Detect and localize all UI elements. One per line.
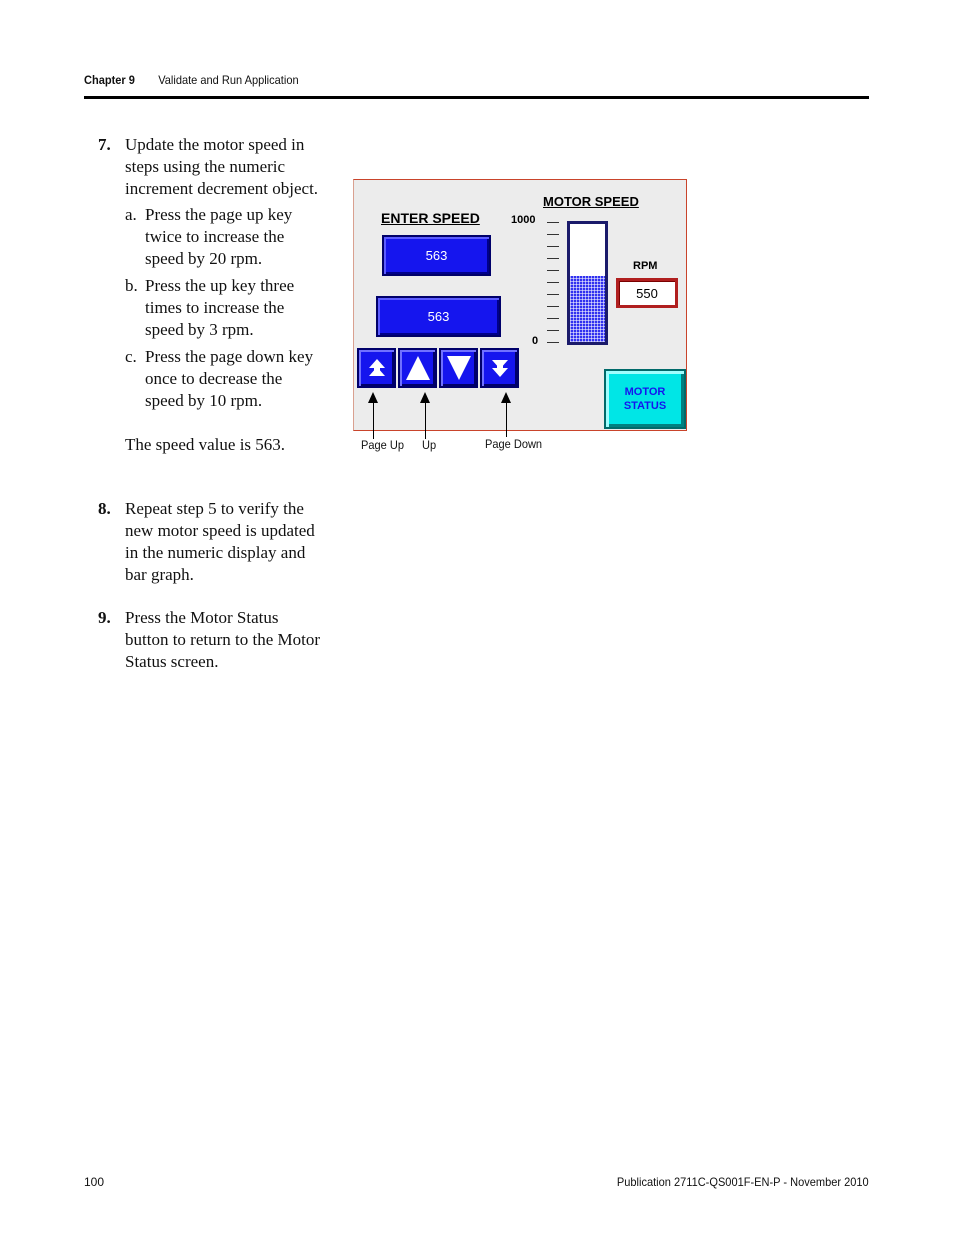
callout-line-page-up <box>373 402 374 439</box>
motor-status-label: MOTOR STATUS <box>623 386 667 412</box>
callout-page-down: Page Down <box>485 437 543 451</box>
substep-letter: a. <box>125 205 137 224</box>
callout-arrow-page-up <box>368 392 378 403</box>
substep-letter: b. <box>125 276 138 295</box>
scale-tick <box>547 306 559 307</box>
substep-c <box>125 346 323 412</box>
callout-line-up <box>425 402 426 439</box>
scale-tick <box>547 282 559 283</box>
down-button[interactable] <box>439 348 478 388</box>
step-number: 8. <box>98 499 111 518</box>
enter-speed-label: ENTER SPEED <box>381 210 480 226</box>
substep-text: Press the page up key twice to increase the speed by 20 rpm. <box>145 205 293 268</box>
speed-entry-display[interactable]: 563 <box>382 235 491 276</box>
motor-speed-label: MOTOR SPEED <box>543 194 639 209</box>
up-arrow-icon <box>404 354 432 382</box>
step-number: 7. <box>98 135 111 154</box>
callout-arrow-up <box>420 392 430 403</box>
substep-letter: c. <box>125 347 137 366</box>
double-up-arrow-icon <box>367 357 387 379</box>
rpm-display: 550 <box>616 278 678 308</box>
callout-arrow-page-down <box>501 392 511 403</box>
page-number: 100 <box>84 1175 105 1189</box>
up-button[interactable] <box>398 348 437 388</box>
speed-numeric-display: 563 <box>376 296 501 337</box>
step-8 <box>98 498 323 586</box>
header-rule <box>84 96 869 99</box>
scale-tick <box>547 222 559 223</box>
callout-page-up: Page Up <box>361 438 404 452</box>
step-result: The speed value is 563. <box>125 435 286 454</box>
step-number: 9. <box>98 608 111 627</box>
page-down-button[interactable] <box>480 348 519 388</box>
scale-tick <box>547 330 559 331</box>
scale-tick <box>547 270 559 271</box>
scale-min-label: 0 <box>532 335 539 347</box>
scale-tick <box>547 342 559 343</box>
speed-bar-graph <box>567 221 608 345</box>
down-arrow-icon <box>445 354 473 382</box>
scale-tick <box>547 294 559 295</box>
motor-status-button[interactable] <box>604 369 686 429</box>
scale-tick <box>547 318 559 319</box>
scale-max-label: 1000 <box>511 214 536 226</box>
substep-text: Press the page down key once to decrease the speed by 10 rpm. <box>145 347 314 410</box>
step-text: Repeat step 5 to verify the new motor speed is updated in the numeric display and bar graph. <box>125 499 315 584</box>
step-text: Update the motor speed in steps using the numeric increment decrement object. <box>125 135 319 198</box>
step-7 <box>98 134 323 456</box>
double-down-arrow-icon <box>490 357 510 379</box>
scale-tick <box>547 234 559 235</box>
step-text: Press the Motor Status button to return to the Motor Status screen. <box>125 608 321 671</box>
publication-info: Publication 2711C-QS001F-EN-P - November 2010 <box>617 1175 869 1189</box>
page-up-button[interactable] <box>357 348 396 388</box>
substep-text: Press the up key three times to increase the speed by 3 rpm. <box>145 276 295 339</box>
step-9 <box>98 607 323 673</box>
rpm-label: RPM <box>633 260 658 272</box>
speed-bar-fill <box>570 276 605 342</box>
scale-tick <box>547 246 559 247</box>
substep-b <box>125 275 323 341</box>
section-title: Validate and Run Application <box>158 73 299 87</box>
callout-up: Up <box>422 438 437 452</box>
chapter-label: Chapter 9 <box>84 73 135 87</box>
page-header <box>84 73 299 87</box>
scale-tick <box>547 258 559 259</box>
callout-line-page-down <box>506 402 507 437</box>
substep-a <box>125 204 323 270</box>
hmi-screen <box>353 179 687 431</box>
